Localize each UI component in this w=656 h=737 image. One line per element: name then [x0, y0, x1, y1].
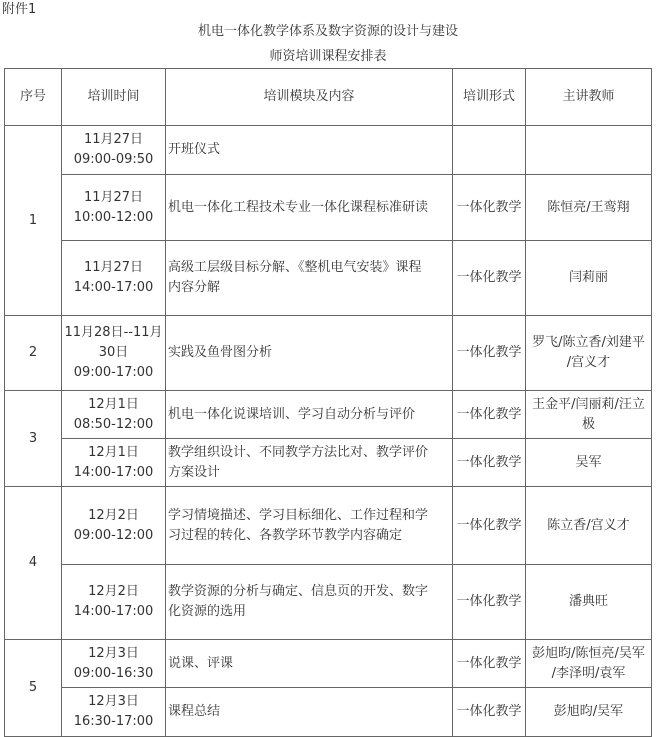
time-line: 09:00-16:30 [73, 665, 154, 681]
attachment-label: 附件1 [2, 2, 37, 17]
teacher-line: /宫义才 [566, 355, 611, 370]
teacher-cell [526, 126, 652, 175]
time-line: 12月1日 [88, 444, 139, 460]
table-row [5, 688, 652, 737]
time-line: 11月27日 [83, 132, 144, 147]
table-row [5, 439, 652, 487]
time-line: 14:00-17:00 [73, 280, 154, 295]
module-cell [166, 175, 453, 241]
table-row [5, 640, 652, 688]
time-line: 12月3日 [88, 694, 139, 709]
time-cell [62, 391, 166, 439]
module-line: 开班仪式 [168, 142, 221, 157]
module-cell [166, 565, 453, 640]
form-cell: 一体化教学 [453, 487, 526, 565]
teacher-line: 极 [581, 416, 595, 432]
form-cell: 一体化教学 [453, 439, 526, 487]
time-line: 12月2日 [88, 507, 139, 523]
teacher-line: 闫莉丽 [568, 270, 608, 285]
form-cell: 一体化教学 [453, 640, 526, 688]
time-cell [62, 565, 166, 640]
document-title: 机电一体化教学体系及数字资源的设计与建设 [197, 24, 458, 39]
time-line: 09:00-09:50 [73, 152, 154, 167]
schedule-table [4, 68, 652, 737]
teacher-line: 彭旭昀/吴军 [553, 704, 624, 719]
module-cell [166, 391, 453, 439]
table-row [5, 316, 652, 391]
module-line: 机电一体化说课培训、学习自动分析与评价 [168, 406, 416, 422]
table-row [5, 565, 652, 640]
teacher-cell [526, 688, 652, 737]
module-cell [166, 439, 453, 487]
teacher-line: 彭旭昀/陈恒亮/吴军 [532, 645, 645, 661]
table-row [5, 241, 652, 316]
time-line: 10:00-12:00 [73, 209, 154, 225]
teacher-cell [526, 565, 652, 640]
table-row [5, 487, 652, 565]
time-cell [62, 316, 166, 391]
time-line: 14:00-17:00 [73, 604, 154, 619]
module-line: 高级工层级目标分解、《整机电气安装》课程 [168, 260, 422, 275]
module-line: 内容分解 [168, 280, 221, 295]
time-cell [62, 688, 166, 737]
time-line: 09:00-12:00 [73, 527, 154, 543]
module-line: 方案设计 [168, 464, 221, 480]
form-cell: 一体化教学 [453, 241, 526, 316]
time-cell [62, 487, 166, 565]
module-line: 教学资源的分析与确定、信息页的开发、数字 [168, 584, 429, 599]
module-line: 说课、评课 [168, 655, 234, 671]
module-line: 课程总结 [168, 704, 221, 719]
teacher-cell [526, 175, 652, 241]
seq-cell: 1 [5, 126, 62, 316]
teacher-cell [526, 391, 652, 439]
table-header-row [5, 69, 652, 126]
time-line: 11月28日--11月 [64, 325, 163, 340]
module-line: 化资源的选用 [168, 604, 247, 619]
module-line: 实践及鱼骨图分析 [168, 345, 273, 360]
time-line: 12月3日 [88, 645, 139, 661]
form-cell: 一体化教学 [453, 565, 526, 640]
header-module: 培训模块及内容 [166, 69, 453, 126]
document-subtitle: 师资培训课程安排表 [269, 49, 387, 64]
time-cell [62, 439, 166, 487]
header-time: 培训时间 [62, 69, 166, 126]
time-cell [62, 126, 166, 175]
table-row [5, 391, 652, 439]
teacher-line: /李泽明/袁军 [551, 665, 626, 681]
time-cell [62, 241, 166, 316]
table-row [5, 126, 652, 175]
teacher-line: 罗飞/陈立香/刘建平 [532, 335, 645, 350]
time-line: 11月27日 [83, 189, 144, 205]
module-cell [166, 688, 453, 737]
seq-cell: 2 [5, 316, 62, 391]
module-cell [166, 316, 453, 391]
form-cell [453, 126, 526, 175]
module-cell [166, 126, 453, 175]
form-cell: 一体化教学 [453, 175, 526, 241]
module-line: 习过程的转化、各教学环节教学内容确定 [168, 527, 403, 543]
header-teacher: 主讲教师 [526, 69, 652, 126]
time-line: 09:00-17:00 [73, 365, 154, 380]
time-line: 30日 [98, 345, 129, 360]
header-seq: 序号 [5, 69, 62, 126]
module-line: 学习情境描述、学习目标细化、工作过程和学 [168, 507, 429, 523]
seq-cell: 3 [5, 391, 62, 487]
time-line: 16:30-17:00 [73, 714, 154, 729]
module-cell [166, 487, 453, 565]
time-cell [62, 640, 166, 688]
form-cell: 一体化教学 [453, 688, 526, 737]
teacher-cell [526, 439, 652, 487]
module-line: 教学组织设计、不同教学方法比对、教学评价 [168, 444, 429, 460]
time-cell [62, 175, 166, 241]
header-form: 培训形式 [453, 69, 526, 126]
teacher-line: 陈立香/宫义才 [547, 517, 630, 533]
form-cell: 一体化教学 [453, 316, 526, 391]
table-row [5, 175, 652, 241]
teacher-line: 潘典旺 [568, 594, 608, 609]
time-line: 11月27日 [83, 260, 144, 275]
teacher-cell [526, 640, 652, 688]
module-cell [166, 640, 453, 688]
time-line: 12月1日 [88, 396, 139, 412]
form-cell: 一体化教学 [453, 391, 526, 439]
seq-cell: 4 [5, 487, 62, 640]
time-line: 12月2日 [88, 584, 139, 599]
teacher-cell [526, 316, 652, 391]
teacher-line: 王金平/闫丽莉/汪立 [532, 396, 645, 412]
teacher-cell [526, 241, 652, 316]
teacher-cell [526, 487, 652, 565]
teacher-line: 吴军 [575, 454, 602, 470]
module-line: 机电一体化工程技术专业一体化课程标准研读 [168, 199, 429, 215]
teacher-line: 陈恒亮/王鸾翔 [547, 199, 630, 215]
time-line: 14:00-17:00 [73, 464, 154, 480]
module-cell [166, 241, 453, 316]
seq-cell: 5 [5, 640, 62, 737]
time-line: 08:50-12:00 [73, 416, 154, 432]
